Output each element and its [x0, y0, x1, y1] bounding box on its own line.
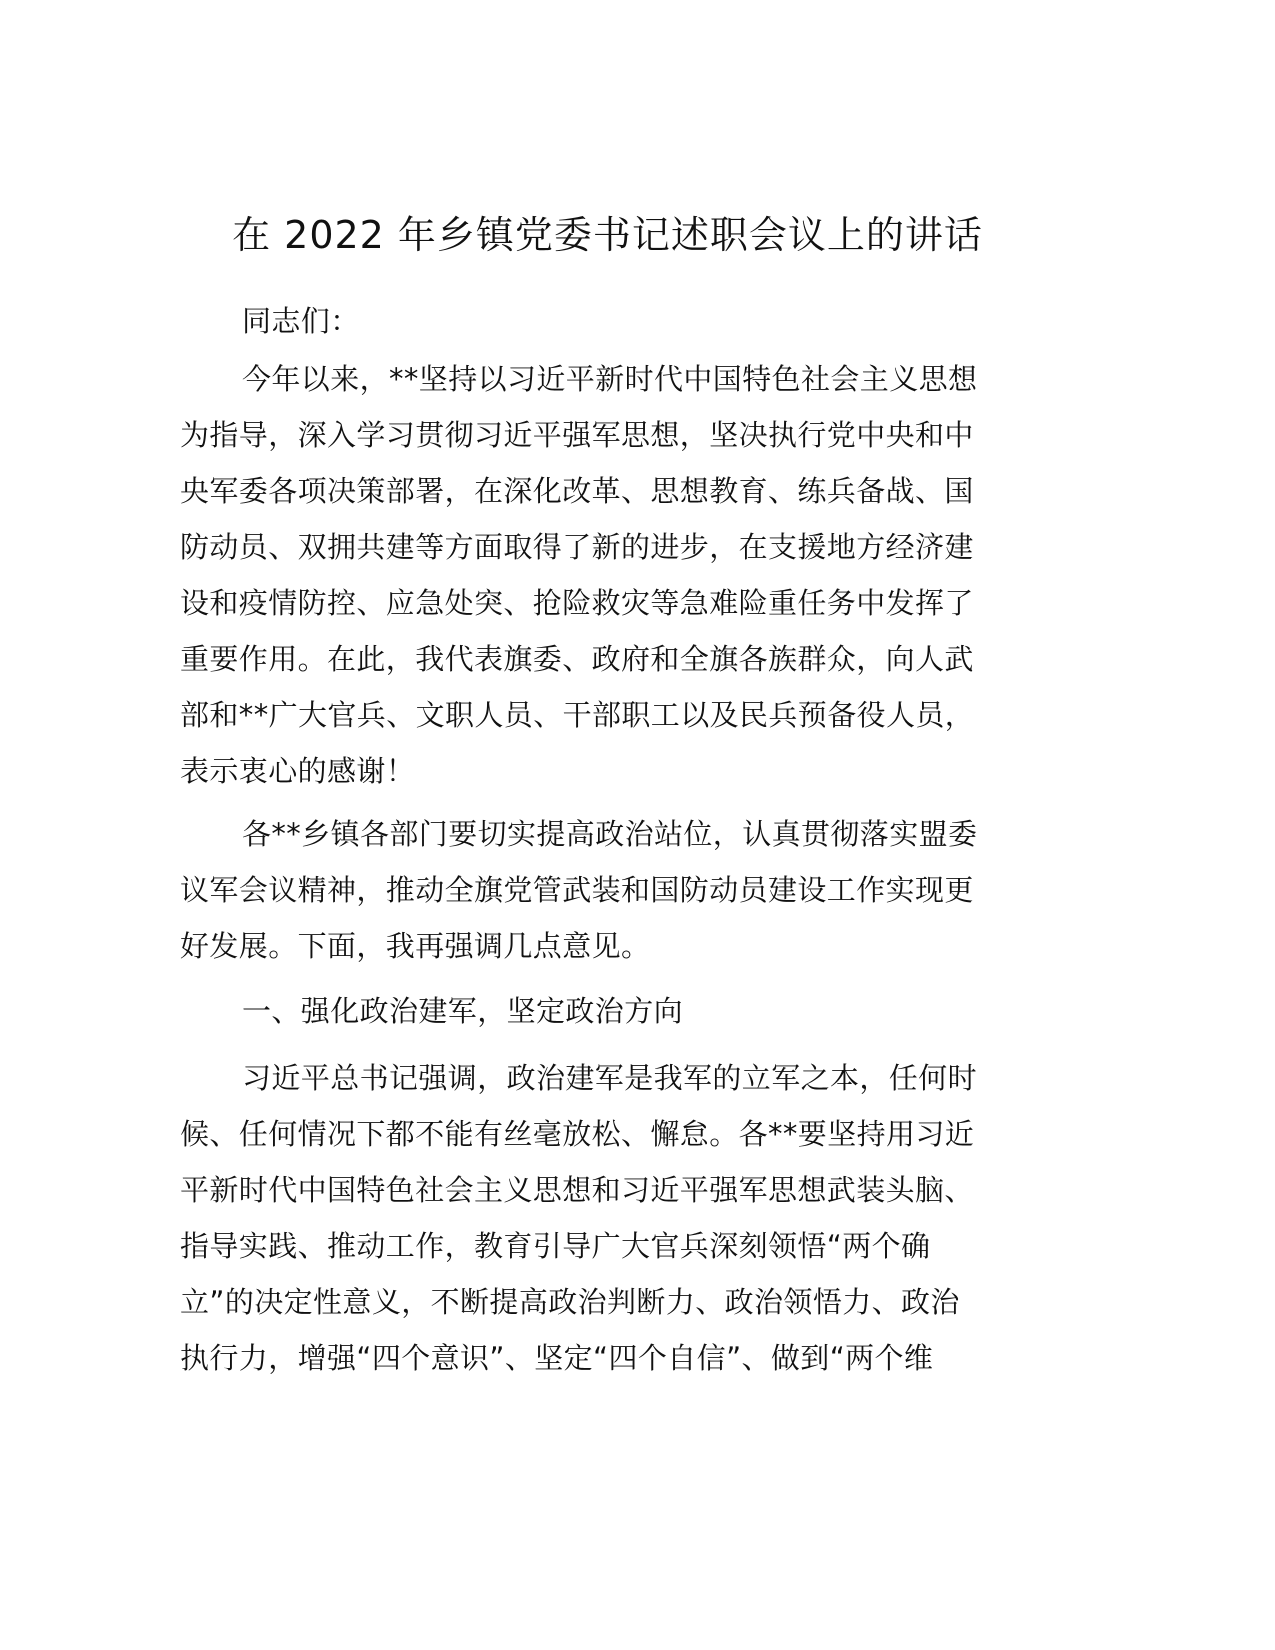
paragraph-line: 好发展。下面，我再强调几点意见。 — [180, 929, 651, 963]
paragraph-intro — [180, 351, 1040, 799]
section-heading-1 — [180, 983, 1040, 1039]
paragraph-line: 习近平总书记强调，政治建军是我军的立军之本，任何时 — [242, 1061, 978, 1095]
paragraph-line: 平新时代中国特色社会主义思想和习近平强军思想武装头脑、 — [180, 1173, 974, 1207]
paragraph-line: 部和**广大官兵、文职人员、干部职工以及民兵预备役人员， — [180, 698, 975, 732]
paragraph-line: 候、任何情况下都不能有丝毫放松、懈怠。各**要坚持用习近 — [180, 1117, 975, 1151]
paragraph-line: 表示衷心的感谢！ — [180, 754, 416, 788]
paragraph-requirements — [180, 806, 1040, 974]
paragraph-line: 今年以来，**坚持以习近平新时代中国特色社会主义思想 — [242, 362, 978, 396]
paragraph-line: 设和疫情防控、应急处突、抢险救灾等急难险重任务中发挥了 — [180, 586, 974, 620]
paragraph-political — [180, 1050, 1040, 1386]
paragraph-line: 防动员、双拥共建等方面取得了新的进步，在支援地方经济建 — [180, 530, 974, 564]
paragraph-line: 重要作用。在此，我代表旗委、政府和全旗各族群众，向人武 — [180, 642, 974, 676]
document-title: 在 2022 年乡镇党委书记述职会议上的讲话 — [232, 213, 983, 257]
paragraph-line: 议军会议精神，推动全旗党管武装和国防动员建设工作实现更 — [180, 873, 974, 907]
section-heading: 一、强化政治建军，坚定政治方向 — [242, 994, 684, 1028]
salutation-block — [180, 293, 1040, 349]
paragraph-line: 为指导，深入学习贯彻习近平强军思想，坚决执行党中央和中 — [180, 418, 974, 452]
paragraph-line: 立”的决定性意义，不断提高政治判断力、政治领悟力、政治 — [180, 1285, 960, 1319]
paragraph-line: 执行力，增强“四个意识”、坚定“四个自信”、做到“两个维 — [180, 1341, 934, 1375]
salutation: 同志们： — [242, 304, 360, 338]
paragraph-line: 指导实践、推动工作，教育引导广大官兵深刻领悟“两个确 — [180, 1229, 931, 1263]
paragraph-line: 央军委各项决策部署，在深化改革、思想教育、练兵备战、国 — [180, 474, 974, 508]
paragraph-line: 各**乡镇各部门要切实提高政治站位，认真贯彻落实盟委 — [242, 817, 978, 851]
